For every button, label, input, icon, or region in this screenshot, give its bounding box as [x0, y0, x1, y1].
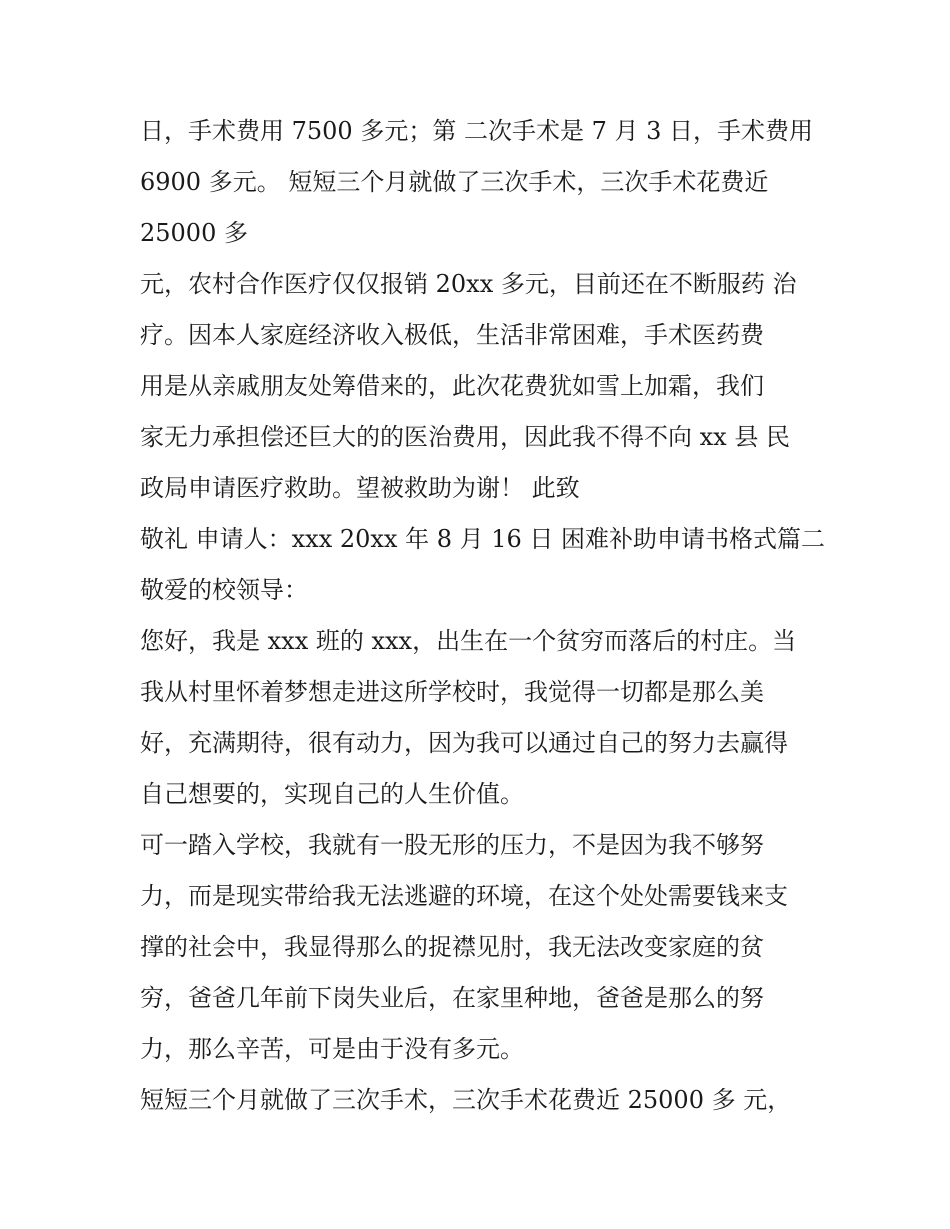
text-line: 您好，我是 xxx 班的 xxx，出生在一个贫穷而落后的村庄。当: [140, 627, 797, 655]
text-line: 6900 多元。 短短三个月就做了三次手术，三次手术花费近: [140, 168, 769, 196]
text-line: 好，充满期待，很有动力，因为我可以通过自己的努力去赢得: [140, 729, 788, 757]
text-line: 撑的社会中，我显得那么的捉襟见肘，我无法改变家庭的贫: [140, 933, 764, 961]
document-body: [140, 106, 830, 1126]
text-line: 敬礼 申请人：xxx 20xx 年 8 月 16 日 困难补助申请书格式篇二: [140, 525, 826, 553]
text-line: 力，而是现实带给我无法逃避的环境，在这个处处需要钱来支: [140, 882, 788, 910]
text-line: 25000 多: [140, 219, 248, 247]
text-line: 可一踏入学校，我就有一股无形的压力，不是因为我不够努: [140, 831, 764, 859]
text-line: 穷，爸爸几年前下岗失业后，在家里种地，爸爸是那么的努: [140, 984, 764, 1012]
text-line: 日，手术费用 7500 多元；第 二次手术是 7 月 3 日，手术费用: [140, 117, 814, 145]
text-line: 我从村里怀着梦想走进这所学校时，我觉得一切都是那么美: [140, 678, 764, 706]
text-line: 家无力承担偿还巨大的的医治费用，因此我不得不向 xx 县 民: [140, 423, 790, 451]
text-line: 政局申请医疗救助。望被救助为谢！ 此致: [140, 474, 580, 502]
text-line: 短短三个月就做了三次手术，三次手术花费近 25000 多 元，: [140, 1086, 792, 1114]
text-line: 自己想要的，实现自己的人生价值。: [140, 780, 524, 808]
salutation: 敬爱的校领导：: [140, 576, 308, 604]
text-line: 疗。因本人家庭经济收入极低，生活非常困难，手术医药费: [140, 321, 764, 349]
text-line: 力，那么辛苦，可是由于没有多元。: [140, 1035, 524, 1063]
text-line: 元，农村合作医疗仅仅报销 20xx 多元，目前还在不断服药 治: [140, 270, 797, 298]
text-line: 用是从亲戚朋友处筹借来的，此次花费犹如雪上加霜，我们: [140, 372, 764, 400]
